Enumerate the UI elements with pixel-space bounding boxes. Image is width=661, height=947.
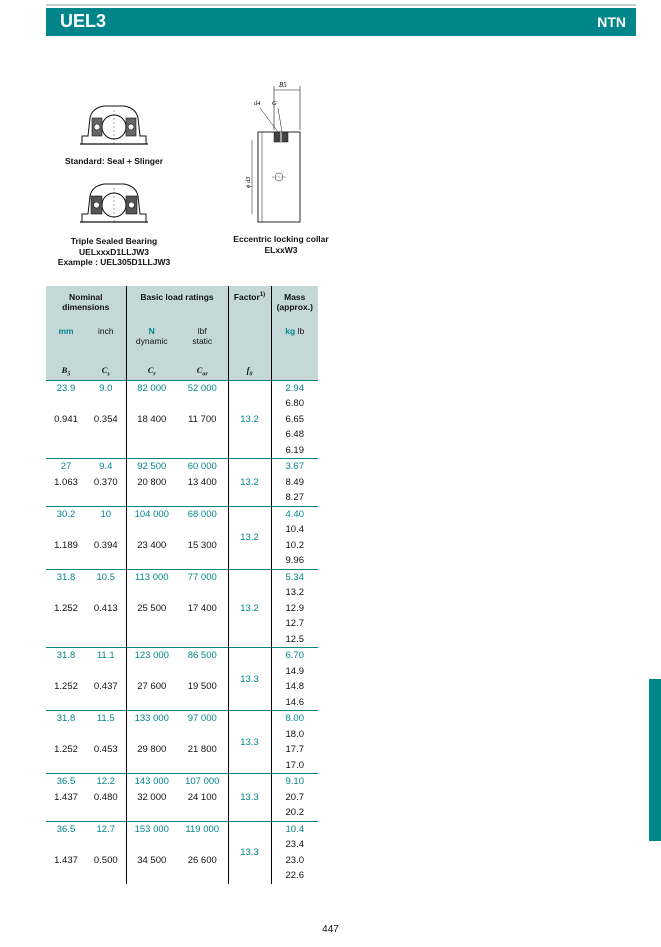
empty-cell bbox=[126, 443, 177, 459]
table-row bbox=[46, 805, 318, 821]
table-row bbox=[46, 616, 318, 632]
table-row bbox=[46, 679, 318, 695]
cor-cell: 68 000 bbox=[177, 506, 228, 522]
cs-cell: 12.7 bbox=[86, 821, 126, 837]
symbol-b5: $B_5$ bbox=[46, 364, 86, 380]
unit-factor-blank bbox=[228, 326, 271, 364]
table-row bbox=[46, 601, 318, 617]
empty-cell bbox=[86, 553, 126, 569]
mass-lb-cell: 20.2 bbox=[271, 805, 318, 821]
cor-cell: 21 800 bbox=[187, 744, 217, 756]
unit-lbf-static bbox=[177, 326, 228, 364]
factor-cell: 13.2 bbox=[228, 380, 271, 459]
cor-cell: 24 100 bbox=[187, 791, 217, 803]
table-row bbox=[46, 632, 318, 648]
factor-cell: 13.3 bbox=[228, 711, 271, 774]
empty-cell bbox=[46, 664, 86, 680]
empty-cell bbox=[86, 758, 126, 774]
b5-cell: 27 bbox=[46, 459, 86, 475]
mass-kg-cell: 6.70 bbox=[271, 648, 318, 664]
cs-cell: 12.2 bbox=[86, 774, 126, 790]
empty-cell bbox=[126, 837, 177, 853]
cor-cell: 19 500 bbox=[187, 681, 217, 693]
empty-cell bbox=[46, 396, 86, 412]
empty-cell bbox=[86, 664, 126, 680]
factor-cell: 13.3 bbox=[228, 821, 271, 884]
b5-cell: 1.252 bbox=[54, 744, 78, 756]
table-row bbox=[46, 553, 318, 569]
symbol-cr: $C_r$ bbox=[126, 364, 177, 380]
b5-label: B5 bbox=[279, 81, 287, 89]
standard-bearing-figure bbox=[78, 100, 150, 148]
empty-cell bbox=[126, 396, 177, 412]
table-row bbox=[46, 742, 318, 758]
mass-header-line-2: (approx.) bbox=[276, 302, 313, 312]
symbol-cs: $C_s$ bbox=[86, 364, 126, 380]
empty-cell bbox=[86, 396, 126, 412]
empty-cell bbox=[177, 616, 228, 632]
cs-cell: 9.0 bbox=[86, 380, 126, 396]
mass-lb-cell: 18.0 bbox=[271, 727, 318, 743]
cs-cell: 9.4 bbox=[86, 459, 126, 475]
empty-cell bbox=[126, 695, 177, 711]
table-row bbox=[46, 522, 318, 538]
table-row bbox=[46, 821, 318, 837]
empty-cell bbox=[46, 695, 86, 711]
mass-lb-cell: 23.0 bbox=[271, 853, 318, 869]
cr-cell: 34 500 bbox=[126, 853, 177, 869]
empty-cell bbox=[177, 837, 228, 853]
empty-cell bbox=[126, 664, 177, 680]
b5-cell: 36.5 bbox=[46, 821, 86, 837]
mass-kg-cell: 8.00 bbox=[271, 711, 318, 727]
cor-cell: 119 000 bbox=[177, 821, 228, 837]
b5-cell: 1.189 bbox=[54, 539, 78, 551]
factor-superscript: 1) bbox=[259, 292, 266, 299]
mass-kg-cell: 5.34 bbox=[271, 569, 318, 585]
empty-cell bbox=[86, 522, 126, 538]
table-row bbox=[46, 711, 318, 727]
empty-cell bbox=[126, 805, 177, 821]
cs-cell: 0.480 bbox=[93, 791, 118, 803]
symbol-cor: $C_{or}$ bbox=[177, 364, 228, 380]
table-row bbox=[46, 790, 318, 806]
unit-mm: mm bbox=[46, 326, 86, 364]
empty-cell bbox=[177, 664, 228, 680]
mass-header-line-1: Mass bbox=[284, 292, 306, 302]
empty-cell bbox=[86, 443, 126, 459]
page-title: UEL3 bbox=[60, 11, 107, 31]
empty-cell bbox=[126, 522, 177, 538]
brand-label: NTN bbox=[597, 14, 626, 30]
b5-cell: 1.437 bbox=[54, 791, 78, 803]
empty-cell bbox=[86, 585, 126, 601]
cr-cell: 133 000 bbox=[126, 711, 177, 727]
nominal-dimensions-header bbox=[46, 286, 126, 326]
static-label: static bbox=[192, 336, 213, 346]
empty-cell bbox=[86, 490, 126, 506]
cr-cell: 23 400 bbox=[126, 538, 177, 554]
cr-cell: 92 500 bbox=[126, 459, 177, 475]
empty-cell bbox=[126, 490, 177, 506]
table-row bbox=[46, 538, 318, 554]
top-rule bbox=[46, 4, 636, 6]
empty-cell bbox=[46, 490, 86, 506]
empty-cell bbox=[177, 585, 228, 601]
empty-cell bbox=[126, 758, 177, 774]
cor-cell: 13 400 bbox=[187, 476, 217, 488]
mass-lb-cell: 14.6 bbox=[271, 695, 318, 711]
unit-lbf: lbf bbox=[197, 326, 207, 336]
empty-cell bbox=[86, 427, 126, 443]
cr-cell: 25 500 bbox=[126, 601, 177, 617]
mass-lb-cell: 12.7 bbox=[271, 616, 318, 632]
factor-cell: 13.3 bbox=[228, 774, 271, 822]
mass-lb-cell: 6.80 bbox=[271, 396, 318, 412]
g-label: G bbox=[272, 100, 277, 107]
table-row bbox=[46, 837, 318, 853]
empty-cell bbox=[126, 727, 177, 743]
table-row bbox=[46, 664, 318, 680]
empty-cell bbox=[177, 695, 228, 711]
mass-kg-cell: 9.10 bbox=[271, 774, 318, 790]
table-row bbox=[46, 758, 318, 774]
nominal-header-line-1: Nominal bbox=[68, 292, 103, 302]
cr-cell: 20 800 bbox=[126, 475, 177, 491]
cr-cell: 32 000 bbox=[126, 790, 177, 806]
unit-lb: lb bbox=[297, 326, 305, 336]
cor-cell: 26 600 bbox=[187, 854, 217, 866]
table-row bbox=[46, 506, 318, 522]
spec-table-body bbox=[46, 380, 318, 884]
table-row bbox=[46, 380, 318, 396]
unit-n: N bbox=[148, 326, 155, 336]
table-row bbox=[46, 396, 318, 412]
mass-lb-cell: 12.9 bbox=[271, 601, 318, 617]
cor-cell: 77 000 bbox=[177, 569, 228, 585]
b5-cell: 36.5 bbox=[46, 774, 86, 790]
cr-cell: 27 600 bbox=[126, 679, 177, 695]
bearing-spec-table bbox=[46, 286, 318, 884]
empty-cell bbox=[177, 396, 228, 412]
table-row bbox=[46, 427, 318, 443]
collar-caption-line-1: Eccentric locking collar bbox=[233, 234, 329, 244]
empty-cell bbox=[46, 443, 86, 459]
symbol-f0: $f_0$ bbox=[228, 364, 271, 380]
cr-cell: 123 000 bbox=[126, 648, 177, 664]
mass-lb-cell: 10.4 bbox=[271, 522, 318, 538]
factor-cell: 13.2 bbox=[228, 506, 271, 569]
cs-cell: 0.413 bbox=[93, 602, 118, 614]
table-row bbox=[46, 727, 318, 743]
standard-caption: Standard: Seal + Slinger bbox=[64, 156, 163, 166]
triple-caption-line-2: UELxxxD1LLJW3 bbox=[79, 246, 149, 257]
factor-cell: 13.3 bbox=[228, 648, 271, 711]
cs-cell: 11.1 bbox=[86, 648, 126, 664]
mass-lb-cell: 6.48 bbox=[271, 427, 318, 443]
unit-inch: inch bbox=[86, 326, 126, 364]
section-side-tab bbox=[649, 679, 661, 841]
empty-cell bbox=[177, 522, 228, 538]
empty-cell bbox=[86, 727, 126, 743]
table-row bbox=[46, 459, 318, 475]
table-row bbox=[46, 868, 318, 884]
mass-kg-cell: 4.40 bbox=[271, 506, 318, 522]
b5-cell: 31.8 bbox=[46, 648, 86, 664]
cor-cell: 11 700 bbox=[188, 413, 217, 425]
mass-kg-cell: 10.4 bbox=[271, 821, 318, 837]
b5-cell: 1.252 bbox=[54, 602, 78, 614]
empty-cell bbox=[177, 632, 228, 648]
empty-cell bbox=[46, 805, 86, 821]
mass-lb-cell: 22.6 bbox=[271, 868, 318, 884]
eccentric-collar-figure bbox=[238, 78, 320, 228]
empty-cell bbox=[46, 632, 86, 648]
empty-cell bbox=[126, 632, 177, 648]
cr-cell: 143 000 bbox=[126, 774, 177, 790]
empty-cell bbox=[126, 616, 177, 632]
triple-sealed-caption bbox=[46, 236, 182, 268]
mass-lb-cell: 13.2 bbox=[271, 585, 318, 601]
cor-cell: 60 000 bbox=[177, 459, 228, 475]
b5-cell: 1.437 bbox=[54, 854, 78, 866]
table-row bbox=[46, 443, 318, 459]
mass-lb-cell: 14.8 bbox=[271, 679, 318, 695]
cr-cell: 104 000 bbox=[126, 506, 177, 522]
cor-cell: 97 000 bbox=[177, 711, 228, 727]
empty-cell bbox=[177, 443, 228, 459]
cs-cell: 0.453 bbox=[93, 744, 118, 756]
empty-cell bbox=[126, 868, 177, 884]
factor-cell: 13.2 bbox=[228, 459, 271, 507]
cs-cell: 10 bbox=[86, 506, 126, 522]
table-row bbox=[46, 569, 318, 585]
cr-cell: 153 000 bbox=[126, 821, 177, 837]
d3-label: ϕ d3 bbox=[245, 176, 252, 188]
load-ratings-header: Basic load ratings bbox=[126, 286, 228, 326]
table-row bbox=[46, 490, 318, 506]
cor-cell: 52 000 bbox=[177, 380, 228, 396]
empty-cell bbox=[86, 632, 126, 648]
mass-lb-cell: 23.4 bbox=[271, 837, 318, 853]
empty-cell bbox=[177, 427, 228, 443]
empty-cell bbox=[86, 616, 126, 632]
empty-cell bbox=[86, 837, 126, 853]
empty-cell bbox=[46, 585, 86, 601]
unit-n-dynamic bbox=[126, 326, 177, 364]
empty-cell bbox=[46, 427, 86, 443]
mass-lb-cell: 8.27 bbox=[271, 490, 318, 506]
cor-cell: 17 400 bbox=[187, 602, 217, 614]
empty-cell bbox=[126, 585, 177, 601]
cor-cell: 107 000 bbox=[177, 774, 228, 790]
cs-cell: 0.354 bbox=[93, 413, 118, 425]
empty-cell bbox=[86, 805, 126, 821]
table-row bbox=[46, 585, 318, 601]
mass-header bbox=[271, 286, 318, 326]
triple-caption-line-3: Example : UEL305D1LLJW3 bbox=[57, 257, 171, 267]
b5-cell: 1.063 bbox=[54, 476, 78, 488]
empty-cell bbox=[86, 695, 126, 711]
mass-lb-cell: 17.0 bbox=[271, 758, 318, 774]
empty-cell bbox=[177, 868, 228, 884]
table-row bbox=[46, 853, 318, 869]
factor-label: Factor bbox=[233, 292, 260, 302]
b5-cell: 31.8 bbox=[46, 569, 86, 585]
empty-cell bbox=[46, 616, 86, 632]
empty-cell bbox=[177, 727, 228, 743]
cs-cell: 0.500 bbox=[93, 854, 118, 866]
b5-cell: 0.941 bbox=[54, 413, 78, 425]
cr-cell: 29 800 bbox=[126, 742, 177, 758]
cor-cell: 15 300 bbox=[187, 539, 217, 551]
empty-cell bbox=[126, 427, 177, 443]
empty-cell bbox=[177, 490, 228, 506]
cs-cell: 0.370 bbox=[93, 476, 118, 488]
triple-sealed-bearing-figure bbox=[78, 180, 150, 226]
empty-cell bbox=[177, 758, 228, 774]
page-header bbox=[46, 8, 636, 36]
empty-cell bbox=[177, 805, 228, 821]
mass-lb-cell: 6.19 bbox=[271, 443, 318, 459]
empty-cell bbox=[46, 553, 86, 569]
mass-lb-cell: 10.2 bbox=[271, 538, 318, 554]
cr-cell: 18 400 bbox=[126, 412, 177, 428]
table-row bbox=[46, 648, 318, 664]
cs-cell: 0.437 bbox=[93, 681, 118, 693]
cs-cell: 10.5 bbox=[86, 569, 126, 585]
cs-cell: 0.394 bbox=[93, 539, 118, 551]
empty-cell bbox=[46, 837, 86, 853]
empty-cell bbox=[46, 758, 86, 774]
b5-cell: 30.2 bbox=[46, 506, 86, 522]
table-row bbox=[46, 695, 318, 711]
b5-cell: 23.9 bbox=[46, 380, 86, 396]
empty-cell bbox=[46, 522, 86, 538]
mass-lb-cell: 14.9 bbox=[271, 664, 318, 680]
table-row bbox=[46, 774, 318, 790]
unit-kg: kg bbox=[285, 326, 296, 336]
mass-lb-cell: 6.65 bbox=[271, 412, 318, 428]
d4-label: d4 bbox=[254, 100, 261, 107]
unit-kg-lb bbox=[271, 326, 318, 364]
empty-cell bbox=[46, 868, 86, 884]
mass-lb-cell: 9.96 bbox=[271, 553, 318, 569]
symbol-mass-blank bbox=[271, 364, 318, 380]
cr-cell: 113 000 bbox=[126, 569, 177, 585]
factor-cell: 13.2 bbox=[228, 569, 271, 648]
triple-caption-line-1: Triple Sealed Bearing bbox=[70, 236, 158, 246]
empty-cell bbox=[126, 553, 177, 569]
empty-cell bbox=[86, 868, 126, 884]
b5-cell: 31.8 bbox=[46, 711, 86, 727]
table-row bbox=[46, 475, 318, 491]
mass-kg-cell: 3.67 bbox=[271, 459, 318, 475]
mass-lb-cell: 12.5 bbox=[271, 632, 318, 648]
collar-caption-line-2: ELxxW3 bbox=[264, 244, 298, 255]
cr-cell: 82 000 bbox=[126, 380, 177, 396]
dynamic-label: dynamic bbox=[135, 336, 168, 346]
mass-kg-cell: 2.94 bbox=[271, 380, 318, 396]
cs-cell: 11.5 bbox=[86, 711, 126, 727]
mass-lb-cell: 17.7 bbox=[271, 742, 318, 758]
nominal-header-line-2: dimensions bbox=[62, 302, 110, 312]
mass-lb-cell: 8.49 bbox=[271, 475, 318, 491]
table-row bbox=[46, 412, 318, 428]
empty-cell bbox=[177, 553, 228, 569]
page-number: 447 bbox=[322, 924, 339, 935]
empty-cell bbox=[46, 727, 86, 743]
mass-lb-cell: 20.7 bbox=[271, 790, 318, 806]
b5-cell: 1.252 bbox=[54, 681, 78, 693]
cor-cell: 86 500 bbox=[177, 648, 228, 664]
factor-header bbox=[228, 286, 271, 326]
collar-caption bbox=[216, 234, 346, 255]
